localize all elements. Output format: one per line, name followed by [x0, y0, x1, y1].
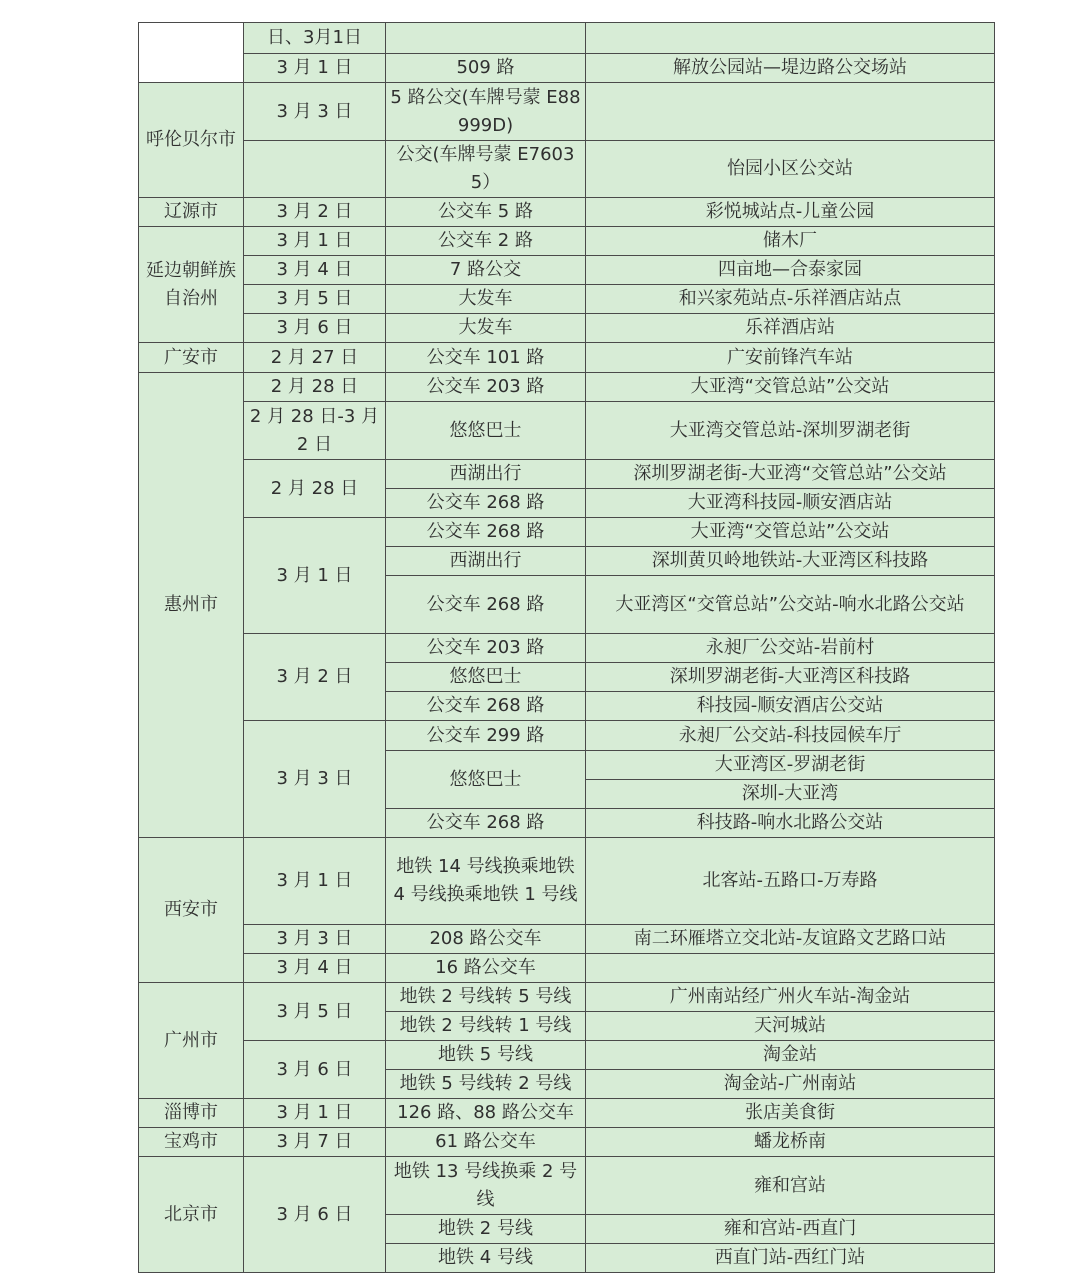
table-row [139, 373, 995, 402]
table-cell: 公交车 268 路 [386, 489, 586, 518]
table-cell: 南二环雁塔立交北站-友谊路文艺路口站 [586, 925, 995, 954]
table-row [139, 198, 995, 227]
table-cell: 深圳黄贝岭地铁站-大亚湾区科技路 [586, 547, 995, 576]
table-cell: 公交车 5 路 [386, 198, 586, 227]
table-cell: 大亚湾“交管总站”公交站 [586, 518, 995, 547]
table-cell: 大亚湾“交管总站”公交站 [586, 373, 995, 402]
table-row [139, 343, 995, 373]
table-cell: 呼伦贝尔市 [139, 83, 244, 198]
table-cell: 509 路 [386, 54, 586, 83]
table-cell: 科技路-响水北路公交站 [586, 809, 995, 838]
table-cell: 地铁 4 号线 [386, 1244, 586, 1273]
table-cell: 大发车 [386, 285, 586, 314]
table-cell: 2 月 28 日 [244, 460, 386, 518]
table-cell: 3 月 2 日 [244, 198, 386, 227]
table-cell: 淘金站 [586, 1041, 995, 1070]
table-row [139, 402, 995, 460]
table-cell: 西安市 [139, 838, 244, 983]
table-cell: 大亚湾区-罗湖老街 [586, 751, 995, 780]
table-cell: 广安前锋汽车站 [586, 343, 995, 373]
table-cell: 3 月 6 日 [244, 314, 386, 343]
table-row [139, 983, 995, 1012]
table-cell: 16 路公交车 [386, 954, 586, 983]
table-row [139, 141, 995, 198]
table-cell [139, 23, 244, 83]
table-cell: 3 月 6 日 [244, 1157, 386, 1273]
table-row [139, 285, 995, 314]
table-cell: 天河城站 [586, 1012, 995, 1041]
table-cell: 3 月 3 日 [244, 925, 386, 954]
table-cell: 怡园小区公交站 [586, 141, 995, 198]
table-row [139, 83, 995, 141]
table-cell [586, 23, 995, 54]
table-cell: 四亩地—合泰家园 [586, 256, 995, 285]
table-cell: 公交车 203 路 [386, 634, 586, 663]
table-cell: 永昶厂公交站-科技园候车厅 [586, 721, 995, 751]
table-row [139, 460, 995, 489]
table-cell: 3 月 6 日 [244, 1041, 386, 1099]
table-cell: 西直门站-西红门站 [586, 1244, 995, 1273]
table-cell [386, 23, 586, 54]
table-cell: 深圳-大亚湾 [586, 780, 995, 809]
table-cell: 3 月 3 日 [244, 83, 386, 141]
table-cell: 公交车 268 路 [386, 692, 586, 721]
table-cell: 3 月 7 日 [244, 1128, 386, 1157]
table-cell: 悠悠巴士 [386, 751, 586, 809]
table-cell: 大亚湾交管总站-深圳罗湖老街 [586, 402, 995, 460]
table-cell: 广州南站经广州火车站-淘金站 [586, 983, 995, 1012]
table-cell: 3 月 4 日 [244, 256, 386, 285]
table-cell: 深圳罗湖老街-大亚湾区科技路 [586, 663, 995, 692]
table-cell: 淘金站-广州南站 [586, 1070, 995, 1099]
table-body [139, 23, 995, 1273]
table-row [139, 1128, 995, 1157]
table-cell: 3 月 5 日 [244, 285, 386, 314]
table-cell: 公交车 268 路 [386, 576, 586, 634]
table-cell: 广州市 [139, 983, 244, 1099]
table-cell: 地铁 5 号线 [386, 1041, 586, 1070]
table-cell: 惠州市 [139, 373, 244, 838]
table-cell: 地铁 13 号线换乘 2 号线 [386, 1157, 586, 1215]
table-row [139, 954, 995, 983]
table-cell: 公交车 268 路 [386, 518, 586, 547]
table-cell: 永昶厂公交站-岩前村 [586, 634, 995, 663]
table-cell [586, 83, 995, 141]
table-row [139, 721, 995, 751]
table-row [139, 54, 995, 83]
table-cell: 淄博市 [139, 1099, 244, 1128]
table-cell: 北京市 [139, 1157, 244, 1273]
table-cell: 2 月 28 日 [244, 373, 386, 402]
table-cell: 雍和宫站 [586, 1157, 995, 1215]
table-cell: 大发车 [386, 314, 586, 343]
table-cell: 公交车 203 路 [386, 373, 586, 402]
table-cell: 地铁 2 号线 [386, 1215, 586, 1244]
table-cell: 和兴家苑站点-乐祥酒店站点 [586, 285, 995, 314]
table-row [139, 1157, 995, 1215]
table-cell: 悠悠巴士 [386, 663, 586, 692]
table-cell: 3 月 5 日 [244, 983, 386, 1041]
table-cell: 地铁 2 号线转 5 号线 [386, 983, 586, 1012]
table-cell: 大亚湾区“交管总站”公交站-响水北路公交站 [586, 576, 995, 634]
table-cell: 208 路公交车 [386, 925, 586, 954]
table-row [139, 314, 995, 343]
table-row [139, 227, 995, 256]
table-cell: 延边朝鲜族自治州 [139, 227, 244, 343]
table-cell [244, 141, 386, 198]
table-cell [586, 954, 995, 983]
table-row [139, 1099, 995, 1128]
table-cell: 126 路、88 路公交车 [386, 1099, 586, 1128]
table-row [139, 23, 995, 54]
table-cell: 公交车 101 路 [386, 343, 586, 373]
table-cell: 3 月 2 日 [244, 634, 386, 721]
table-cell: 悠悠巴士 [386, 402, 586, 460]
table-cell: 公交车 299 路 [386, 721, 586, 751]
table-row [139, 518, 995, 547]
table-cell: 61 路公交车 [386, 1128, 586, 1157]
table-cell: 3 月 1 日 [244, 54, 386, 83]
table-cell: 西湖出行 [386, 547, 586, 576]
table-row [139, 1041, 995, 1070]
table-cell: 公交车 268 路 [386, 809, 586, 838]
table-cell: 乐祥酒店站 [586, 314, 995, 343]
table-cell: 储木厂 [586, 227, 995, 256]
table-cell: 北客站-五路口-万寿路 [586, 838, 995, 925]
table-cell: 宝鸡市 [139, 1128, 244, 1157]
table-cell: 地铁 5 号线转 2 号线 [386, 1070, 586, 1099]
table-row [139, 256, 995, 285]
table-cell: 解放公园站—堤边路公交场站 [586, 54, 995, 83]
table-cell: 7 路公交 [386, 256, 586, 285]
table-cell: 日、3月1日 [244, 23, 386, 54]
table-cell: 深圳罗湖老街-大亚湾“交管总站”公交站 [586, 460, 995, 489]
table-cell: 公交车 2 路 [386, 227, 586, 256]
transit-record-table [138, 22, 995, 1273]
table-cell: 大亚湾科技园-顺安酒店站 [586, 489, 995, 518]
table-row [139, 838, 995, 925]
table-cell: 3 月 1 日 [244, 1099, 386, 1128]
table-cell: 彩悦城站点-儿童公园 [586, 198, 995, 227]
table-cell: 3 月 4 日 [244, 954, 386, 983]
table-cell: 广安市 [139, 343, 244, 373]
table-cell: 西湖出行 [386, 460, 586, 489]
table-cell: 地铁 14 号线换乘地铁 4 号线换乘地铁 1 号线 [386, 838, 586, 925]
table-cell: 3 月 1 日 [244, 838, 386, 925]
table-cell: 科技园-顺安酒店公交站 [586, 692, 995, 721]
table-cell: 3 月 1 日 [244, 518, 386, 634]
table-row [139, 925, 995, 954]
table-cell: 辽源市 [139, 198, 244, 227]
table-cell: 3 月 3 日 [244, 721, 386, 838]
table-cell: 蟠龙桥南 [586, 1128, 995, 1157]
table-cell: 5 路公交(车牌号蒙 E88999D) [386, 83, 586, 141]
table-cell: 2 月 28 日-3 月 2 日 [244, 402, 386, 460]
table-cell: 地铁 2 号线转 1 号线 [386, 1012, 586, 1041]
table-cell: 2 月 27 日 [244, 343, 386, 373]
table-row [139, 634, 995, 663]
table-cell: 3 月 1 日 [244, 227, 386, 256]
table-cell: 雍和宫站-西直门 [586, 1215, 995, 1244]
table-cell: 公交(车牌号蒙 E76035） [386, 141, 586, 198]
table-cell: 张店美食街 [586, 1099, 995, 1128]
